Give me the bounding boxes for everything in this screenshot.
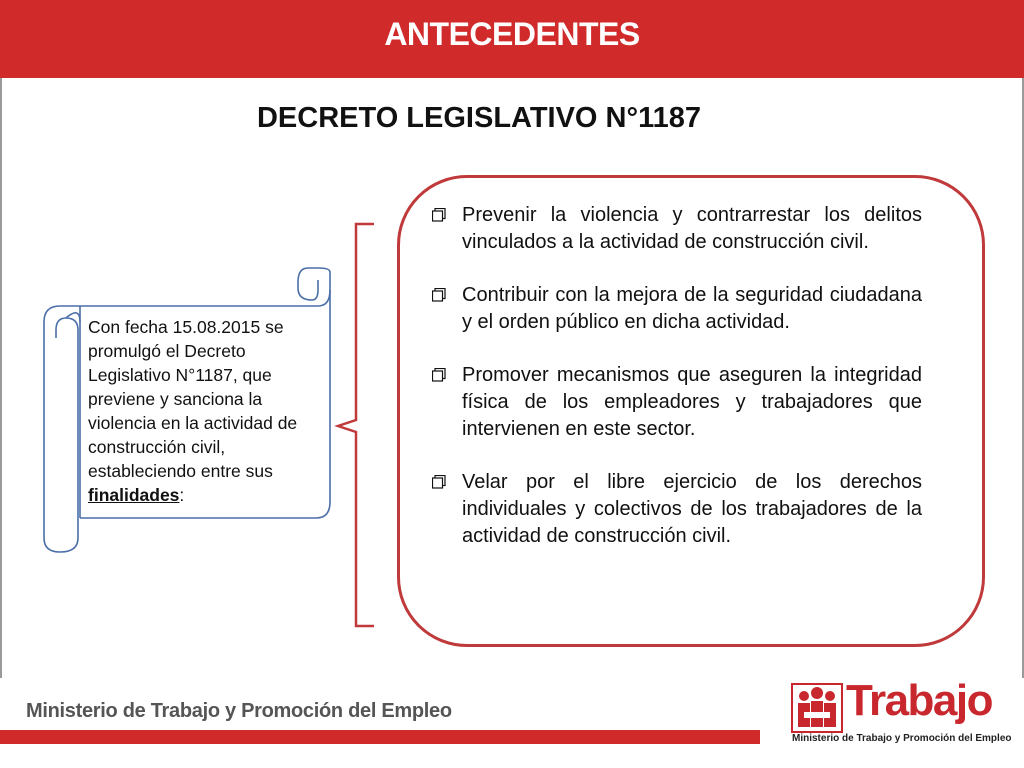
checkbox-bullet-icon — [432, 368, 446, 382]
logo-wordmark: Trabajo — [846, 676, 992, 725]
scroll-text-body: Con fecha 15.08.2015 se promulgó el Decreto Legislativo N°1187, que previene y sanciona la violencia en la actividad de construcción civil, estableciendo entre sus — [88, 317, 298, 481]
list-item — [430, 282, 922, 336]
goal-text: Prevenir la violencia y contrarrestar los delitos vinculados a la actividad de construcción civil. — [462, 204, 922, 253]
goal-text: Promover mecanismos que aseguren la integridad física de los empleadores y trabajadores que intervienen en este sector. — [462, 364, 922, 440]
scroll-text-end: : — [179, 485, 185, 505]
list-item — [430, 469, 922, 550]
goal-text: Velar por el libre ejercicio de los derechos individuales y colectivos de los trabajadores de la actividad de construcción civil. — [462, 471, 922, 547]
list-item — [430, 202, 922, 256]
footer-red-bar — [0, 730, 760, 744]
slide-subtitle: DECRETO LEGISLATIVO N°1187 — [256, 102, 702, 134]
checkbox-bullet-icon — [432, 475, 446, 489]
checkbox-bullet-icon — [432, 208, 446, 222]
page-title: ANTECEDENTES — [384, 16, 640, 52]
scroll-text-emphasis: finalidades — [88, 485, 180, 505]
list-item — [430, 362, 922, 443]
footer-ministry-name: Ministerio de Trabajo y Promoción del Empleo — [26, 700, 452, 722]
goals-list — [430, 202, 922, 576]
logo-subtitle: Ministerio de Trabajo y Promoción del Empleo — [792, 733, 1012, 744]
goal-text: Contribuir con la mejora de la seguridad ciudadana y el orden público en dicha actividad. — [462, 284, 922, 333]
checkbox-bullet-icon — [432, 288, 446, 302]
